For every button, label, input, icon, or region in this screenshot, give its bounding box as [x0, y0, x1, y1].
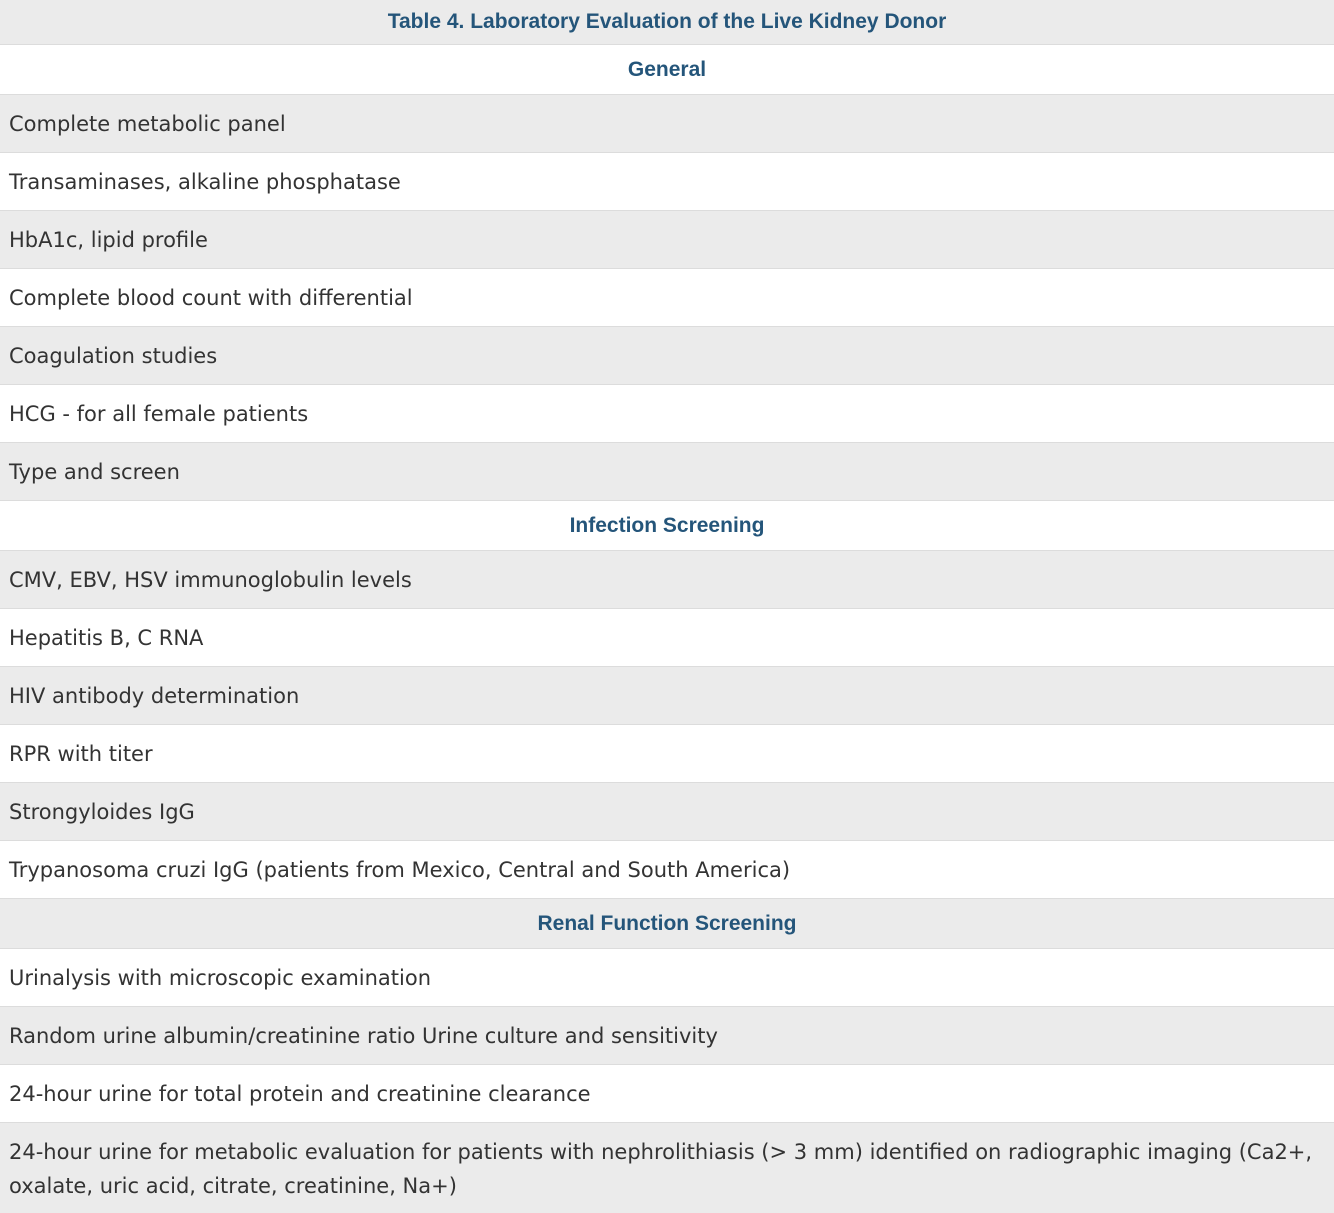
table-row: Strongyloides IgG [0, 783, 1334, 841]
table-row: HCG - for all female patients [0, 385, 1334, 443]
section-heading-infection-screening: Infection Screening [0, 501, 1334, 551]
table-row: HIV antibody determination [0, 667, 1334, 725]
table-row: Trypanosoma cruzi IgG (patients from Mexico, Central and South America) [0, 841, 1334, 899]
table-row: Complete blood count with differential [0, 269, 1334, 327]
table-row: Urinalysis with microscopic examination [0, 949, 1334, 1007]
table-row: Type and screen [0, 443, 1334, 501]
section-heading-renal-function-screening: Renal Function Screening [0, 899, 1334, 949]
table-row: Coagulation studies [0, 327, 1334, 385]
table-row: Transaminases, alkaline phosphatase [0, 153, 1334, 211]
table-row: Random urine albumin/creatinine ratio Urine culture and sensitivity [0, 1007, 1334, 1065]
table-row: RPR with titer [0, 725, 1334, 783]
table-row: 24-hour urine for metabolic evaluation for patients with nephrolithiasis (> 3 mm) identified on radiographic imaging (Ca2+, oxalate, uric acid, citrate, creatinine, Na+) [0, 1123, 1334, 1213]
table-row: Hepatitis B, C RNA [0, 609, 1334, 667]
section-heading-general: General [0, 45, 1334, 95]
table-title: Table 4. Laboratory Evaluation of the Live Kidney Donor [0, 0, 1334, 45]
table-row: HbA1c, lipid profile [0, 211, 1334, 269]
table-row: CMV, EBV, HSV immunoglobulin levels [0, 551, 1334, 609]
table-row: Complete metabolic panel [0, 95, 1334, 153]
table-row: 24-hour urine for total protein and creatinine clearance [0, 1065, 1334, 1123]
